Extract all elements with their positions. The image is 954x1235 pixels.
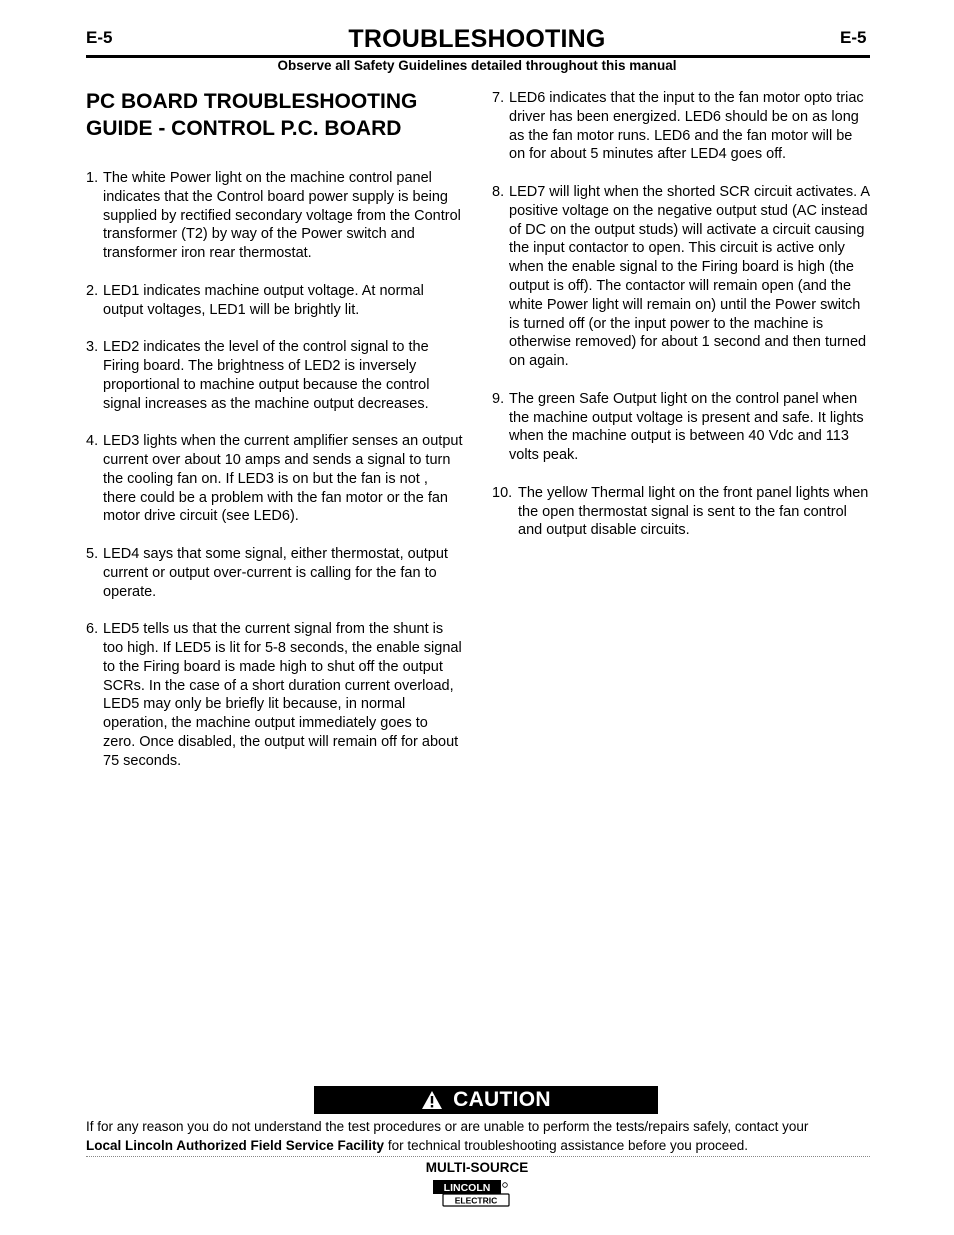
item-number: 10.: [492, 484, 513, 501]
caution-text-after: for technical troubleshooting assistance before you proceed.: [384, 1137, 749, 1153]
item-text: LED2 indicates the level of the control signal to the Firing board. The brightness of LED2 is inversely proportional to machine output because the control signal increases as the machine output decreases.: [103, 339, 430, 412]
item-text: LED7 will light when the shorted SCR circuit activates. A positive voltage on the negative output stud (AC instead of DC on the output studs) will activate a circuit causing the input contactor to open. This circuit is active only when the enable signal to the Firing board is high (the output is off). The contactor will remain open (and the white Power light will remain on) until the Power switch is turned off (or the input power to the machine is otherwise removed) for about 1 second and then turned on again.: [509, 183, 870, 370]
logo-text-bottom: ELECTRIC: [454, 1195, 498, 1206]
list-item: [86, 620, 464, 770]
item-text: LED6 indicates that the input to the fan motor opto triac driver has been energized. LED6 should be on as long as the fan motor runs. LED6 and the fan motor will be on for about 5 minutes after LED4 goes off.: [509, 90, 864, 163]
service-facility-name: Local Lincoln Authorized Field Service Facility: [86, 1137, 385, 1153]
list-item: [86, 432, 464, 526]
right-column: [492, 89, 870, 559]
item-number: 1.: [86, 170, 99, 186]
caution-label: CAUTION: [453, 1088, 551, 1111]
warning-triangle-icon: [421, 1090, 443, 1110]
item-text: LED4 says that some signal, either thermostat, output current or output over-current is calling for the fan to operate.: [103, 545, 448, 600]
list-item: [86, 338, 464, 413]
lincoln-electric-logo: [432, 1179, 512, 1209]
footer-model: MULTI-SOURCE: [425, 1160, 529, 1175]
safety-subtitle: Observe all Safety Guidelines detailed throughout this manual: [277, 58, 677, 73]
footer-divider: [86, 1156, 870, 1157]
item-number: 3.: [86, 339, 99, 356]
caution-text: [86, 1118, 870, 1155]
list-item: [492, 390, 870, 465]
section-title-line1: PC BOARD TROUBLESHOOTING: [86, 90, 418, 113]
item-number: 2.: [86, 282, 99, 299]
page-title: TROUBLESHOOTING: [348, 25, 606, 53]
item-number: 5.: [86, 545, 99, 562]
caution-text-before: If for any reason you do not understand the test procedures or are unable to perform the tests/repairs safely, contact your: [86, 1119, 809, 1134]
list-item: [492, 89, 870, 164]
list-item: [492, 484, 870, 540]
item-text: LED5 tells us that the current signal from the shunt is too high. If LED5 is lit for 5-8 seconds, the enable signal to the Firing board is made high to shut off the output SCRs. In the case of a short duration current overload, LED5 may only be briefly lit because, in normal operation, the machine output immediately goes to zero. Once disabled, the output will remain off for about 75 seconds.: [103, 621, 462, 769]
section-title-line2: GUIDE - CONTROL P.C. BOARD: [86, 117, 402, 140]
item-number: 4.: [86, 433, 99, 450]
caution-banner: [314, 1086, 658, 1114]
item-number: 8.: [492, 183, 505, 200]
item-number: 9.: [492, 390, 505, 407]
page-code-right: E-5: [840, 28, 867, 47]
section-title: [86, 88, 464, 142]
list-item: [86, 169, 464, 263]
list-item: [86, 545, 464, 601]
list-item: [86, 282, 464, 320]
left-column: [86, 88, 464, 789]
logo-text-top: LINCOLN: [443, 1182, 491, 1194]
item-text: LED1 indicates machine output voltage. At normal output voltages, LED1 will be brightly lit.: [103, 282, 424, 318]
item-number: 7.: [492, 90, 505, 106]
item-number: 6.: [86, 621, 99, 638]
page-code-left: E-5: [86, 28, 113, 47]
list-item: [492, 183, 870, 371]
item-text: The white Power light on the machine control panel indicates that the Control board power supply is being supplied by rectified secondary voltage from the Control transformer (T2) by way of the Power switch and transformer iron rear thermostat.: [103, 170, 461, 262]
item-text: The yellow Thermal light on the front panel lights when the open thermostat signal is sent to the fan control and output disable circuits.: [518, 484, 869, 539]
item-text: LED3 lights when the current amplifier senses an output current over about 10 amps and sends a signal to turn the cooling fan on. If LED3 is on but the fan is not , there could be a problem with the fan motor or the fan motor drive circuit (see LED6).: [103, 433, 463, 525]
item-text: The green Safe Output light on the control panel when the machine output voltage is present and safe. It lights when the machine output is between 40 Vdc and 113 volts peak.: [509, 390, 864, 464]
